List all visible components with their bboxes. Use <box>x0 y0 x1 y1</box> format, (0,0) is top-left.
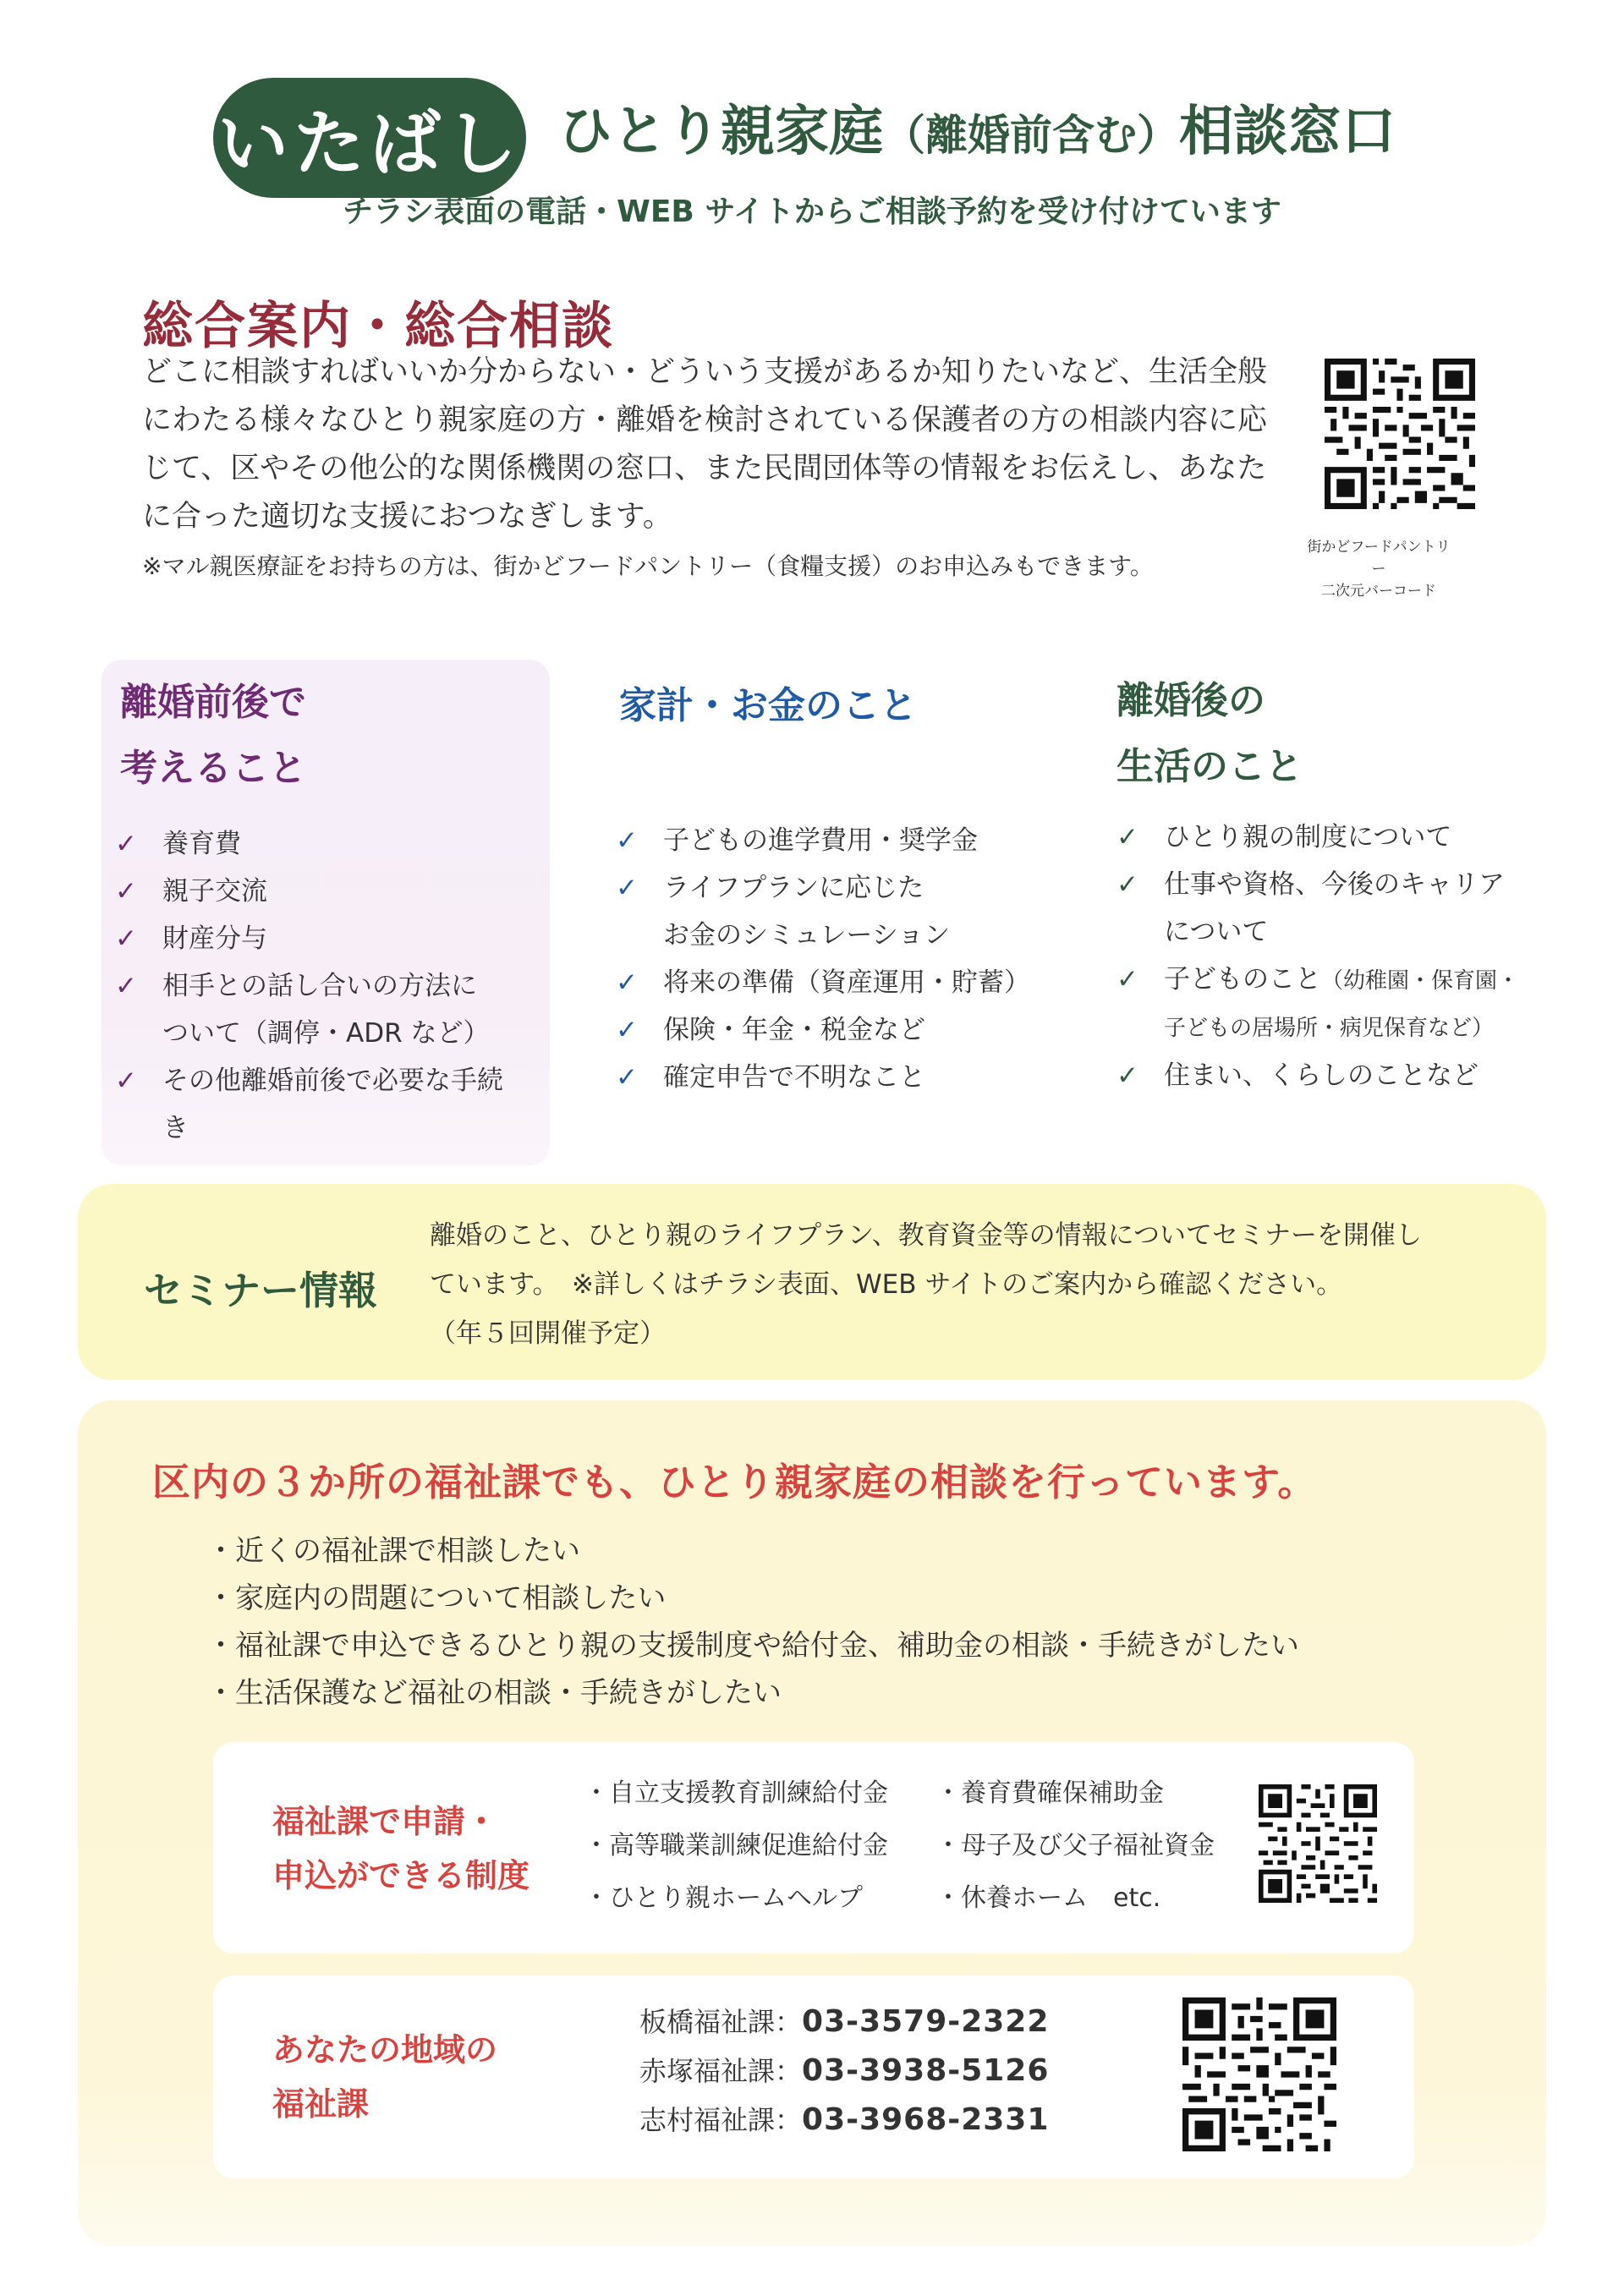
check-icon: ✓ <box>115 971 137 1001</box>
list-item: ✓ 財産分与 <box>115 915 513 962</box>
systems-qr-code[interactable] <box>1259 1784 1377 1903</box>
check-icon: ✓ <box>616 825 638 856</box>
list-item-continuation: ついて（調停・ADR など） <box>162 1018 490 1049</box>
title-main: ひとり親家庭 <box>558 101 883 163</box>
office-name: 板橋福祉課： <box>639 2006 803 2038</box>
list-item-continuation: お金のシミュレーション <box>663 920 951 951</box>
check-icon: ✓ <box>616 1015 638 1045</box>
list-item: ・自立支援教育訓練給付金 <box>584 1778 888 1808</box>
office-name: 志村福祉課： <box>639 2104 803 2136</box>
list-item: ✓ 住まい、くらしのことなど <box>1116 1052 1590 1099</box>
qr-caption-line1: 街かどフードパントリー <box>1307 539 1451 578</box>
check-icon: ✓ <box>616 1062 638 1093</box>
general-body: どこに相談すればいいか分からない・どういう支援があるか知りたいなど、生活全般にわたる様々なひとり親家庭の方・離婚を検討されている保護者の方の相談内容に応じて、区やその他公的な関係機関の窓口、また民間団体等の情報をお伝えし、あなたに合った適切な支援におつなぎします。 <box>142 355 1268 534</box>
check-icon: ✓ <box>616 873 638 903</box>
list-item: ・高等職業訓練促進給付金 <box>584 1831 888 1860</box>
brand-badge: いたばし <box>213 78 526 198</box>
column1-heading-line2: 考えること <box>120 747 306 790</box>
column3-heading-line1: 離婚後の <box>1116 679 1265 722</box>
list-item: ✓ ひとり親の制度について <box>1116 814 1590 861</box>
check-icon: ✓ <box>1116 964 1138 995</box>
check-icon: ✓ <box>1116 1060 1138 1091</box>
list-item: ・家庭内の問題について相談したい <box>206 1581 667 1615</box>
systems-label-line1: 福祉課で申請・ <box>272 1803 498 1840</box>
offices-label-line1: あなたの地域の <box>272 2031 498 2069</box>
check-icon: ✓ <box>115 923 137 954</box>
list-item: ・休養ホーム etc. <box>935 1883 1161 1913</box>
food-pantry-qr-code[interactable] <box>1325 359 1475 509</box>
check-icon: ✓ <box>115 876 137 907</box>
welfare-heading: 区内の３か所の福祉課でも、ひとり親家庭の相談を行っています。 <box>152 1460 1317 1504</box>
qr-caption-line2: 二次元バーコード <box>1321 583 1436 600</box>
office-phone[interactable]: 03-3579-2322 <box>802 2004 1050 2039</box>
list-item: ・ひとり親ホームヘルプ <box>584 1883 863 1913</box>
list-item: ✓ 将来の準備（資産運用・貯蓄） <box>616 959 1089 1006</box>
list-item: ・福祉課で申込できるひとり親の支援制度や給付金、補助金の相談・手続きがしたい <box>206 1629 1299 1663</box>
seminar-line2: ています。 ※詳しくはチラシ表面、WEB サイトのご案内から確認ください。 <box>430 1269 1343 1300</box>
list-item: ✓ 子どもの進学費用・奨学金 <box>616 817 1089 864</box>
list-item-continuation: 子どもの居場所・病児保育など） <box>1164 1016 1495 1041</box>
offices-qr-code[interactable] <box>1182 1997 1336 2151</box>
list-item: ✓ 子どものこと（幼稚園・保育園・ <box>1116 956 1590 1005</box>
column1-heading-line1: 離婚前後で <box>120 681 306 724</box>
page-title <box>558 88 1396 166</box>
list-item: ✓ その他離婚前後で必要な手続き <box>115 1057 513 1152</box>
list-item: ・養育費確保補助金 <box>935 1778 1164 1808</box>
office-phone[interactable]: 03-3968-2331 <box>802 2102 1050 2137</box>
check-icon: ✓ <box>115 829 137 859</box>
column3-list <box>1116 814 1590 1099</box>
office-row <box>639 2047 1049 2096</box>
check-icon: ✓ <box>1116 822 1138 852</box>
list-item: ・近くの福祉課で相談したい <box>206 1534 580 1568</box>
systems-list-right <box>935 1767 1215 1925</box>
seminar-label: セミナー情報 <box>144 1268 377 1313</box>
list-item: ✓ 保険・年金・税金など <box>616 1006 1089 1054</box>
general-note: ※マル親医療証をお持ちの方は、街かどフードパントリー（食糧支援）のお申込みもできます。 <box>142 552 1154 580</box>
welfare-bullets <box>206 1527 1299 1717</box>
subtitle: チラシ表面の電話・WEB サイトからご相談予約を受け付けています <box>343 195 1281 229</box>
check-icon: ✓ <box>616 967 638 998</box>
systems-list-left <box>584 1767 888 1925</box>
list-item: ✓ 親子交流 <box>115 868 513 915</box>
check-icon: ✓ <box>115 1066 137 1096</box>
office-row <box>639 1997 1049 2047</box>
systems-label <box>272 1795 529 1903</box>
column1-heading <box>120 670 306 802</box>
qr-caption <box>1303 536 1455 602</box>
office-phone[interactable]: 03-3938-5126 <box>802 2053 1050 2088</box>
list-item: ✓ 相手との話し合いの方法に <box>115 962 513 1010</box>
systems-label-line2: 申込ができる制度 <box>272 1857 530 1894</box>
column3-heading-line2: 生活のこと <box>1116 745 1303 788</box>
title-end: 相談窓口 <box>1179 101 1396 163</box>
list-item: ・生活保護など福祉の相談・手続きがしたい <box>206 1676 782 1710</box>
list-item: ✓ 養育費 <box>115 820 513 868</box>
seminar-line1: 離婚のこと、ひとり親のライフプラン、教育資金等の情報についてセミナーを開催し <box>430 1220 1423 1251</box>
offices-label <box>272 2023 497 2131</box>
list-item: ✓ ライフプランに応じた <box>616 864 1089 912</box>
column2-heading: 家計・お金のこと <box>619 684 917 727</box>
list-item: ・母子及び父子福祉資金 <box>935 1831 1215 1860</box>
title-paren: （離婚前含む） <box>883 111 1179 160</box>
seminar-line3: （年５回開催予定） <box>430 1318 666 1349</box>
office-name: 赤塚福祉課： <box>639 2055 803 2087</box>
list-item: ✓ 仕事や資格、今後のキャリア <box>1116 861 1590 908</box>
offices-label-line2: 福祉課 <box>272 2085 370 2123</box>
list-item: ✓ 確定申告で不明なこと <box>616 1054 1089 1101</box>
check-icon: ✓ <box>1116 869 1138 900</box>
seminar-text <box>430 1211 1529 1358</box>
column3-heading <box>1116 668 1303 800</box>
list-item-continuation: について <box>1164 917 1269 947</box>
office-row <box>639 2096 1049 2145</box>
column2-list <box>616 817 1089 1101</box>
office-phone-list <box>639 1997 1049 2145</box>
column1-list <box>115 820 513 1152</box>
general-heading: 総合案内・総合相談 <box>142 297 614 356</box>
